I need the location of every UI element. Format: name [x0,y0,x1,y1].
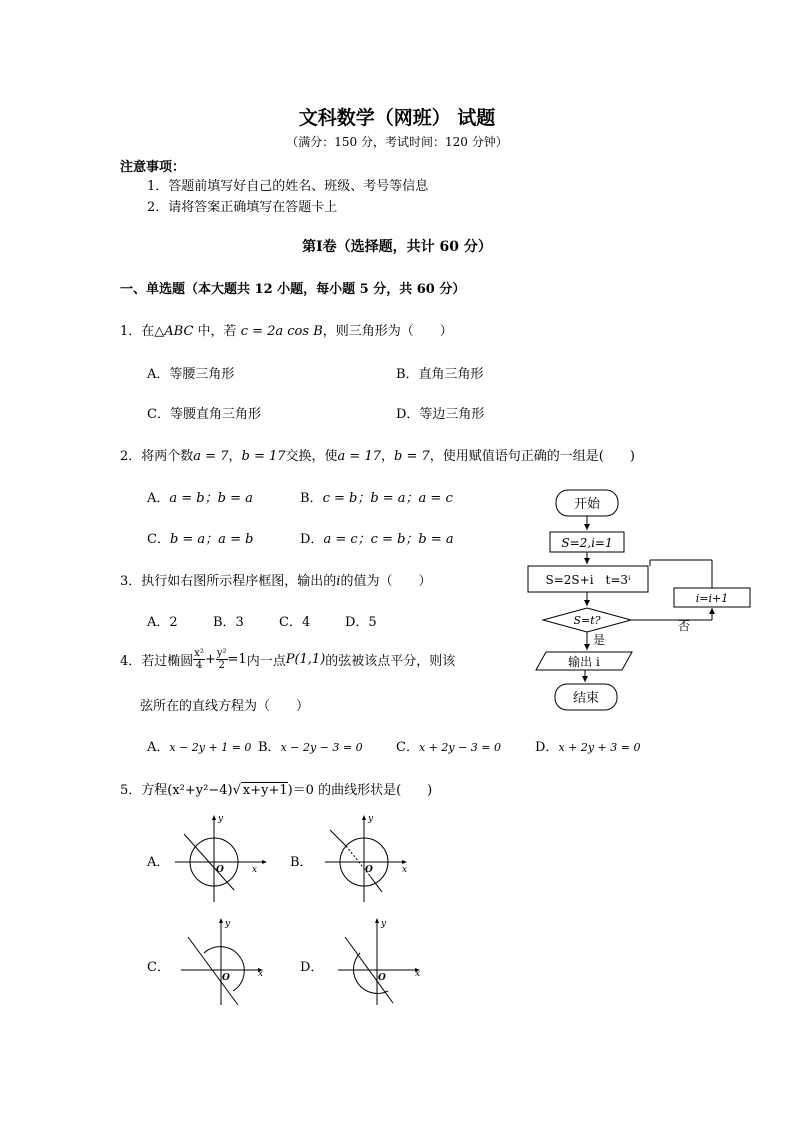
y-label: y [218,814,224,824]
q5-option-a-label[interactable]: A． [147,855,170,870]
q2-a-eq: a = 7 [193,449,229,464]
q2-option-b-label: B． [300,491,323,506]
q1-prefix: 1．在 [120,324,155,339]
q1-option-a[interactable]: A．等腰三角形 [147,367,235,382]
flow-yes-label: 是 [593,633,606,647]
q1-stem [120,320,453,339]
q4-f1-den: 4 [195,660,203,671]
flowchart [520,480,760,720]
q4-f2-den: 2 [218,660,225,671]
q2-option-a[interactable] [147,487,253,506]
origin-label: O [365,865,373,875]
q5-option-b-label[interactable]: B． [290,855,313,870]
q4-eq1: =1 [227,652,247,667]
flow-process-label: S=2S+i t=3ⁱ [545,573,631,587]
q4-fraction-y [216,648,228,671]
y-axis-arrow-icon [212,815,216,820]
q3-stem [120,570,431,589]
q5-stem-a: 5．方程(x²+y²−4) [120,783,233,798]
q2-option-c-label: C． [147,532,170,547]
q1-mid: 中，若 [193,324,241,339]
q1-triangle: △ABC [154,324,194,339]
q3-option-d[interactable]: D．5 [345,615,377,630]
x-label: x [402,865,408,875]
notice-item-1: 1．答题前填写好自己的姓名、班级、考号等信息 [147,179,429,194]
q5-sqrt-body: x+y+1 [242,783,288,798]
flow-increment-label: i=i+1 [695,592,729,605]
page-title: 文科数学（网班） 试题 [298,107,496,129]
q2-option-a-label: A． [147,491,170,506]
y-axis-arrow-icon [375,918,379,923]
q2-sep1: ， [228,449,242,464]
q2-option-b-text: c = b；b = a；a = c [322,491,453,506]
x-axis-arrow-icon [402,860,407,864]
flow-decision-label: S=t? [573,614,601,627]
origin-label: O [378,973,386,983]
section1-title: 一、单选题（本大题共 12 小题，每小题 5 分，共 60 分） [120,282,466,297]
notice-heading: 注意事项： [120,160,186,175]
x-label: x [415,969,421,979]
q4-stem [120,648,455,671]
q2-stem-b: 交换，使 [285,449,338,464]
q3-option-c[interactable]: C．4 [279,615,311,630]
page-subtitle: （满分：150 分，考试时间：120 分钟） [286,135,508,149]
q4-fraction-x [193,648,205,671]
q4-option-d-label: D． [535,740,559,755]
q2-option-b[interactable] [300,487,453,506]
q5-graph-b[interactable] [320,812,420,904]
q4-option-a-text: x − 2y + 1 = 0 [169,741,252,754]
q2-option-c[interactable] [147,528,253,547]
q5-option-d-label[interactable]: D． [300,960,324,975]
q1-option-b[interactable]: B．直角三角形 [396,367,484,382]
q2-b-eq: b = 17 [241,449,286,464]
q4-option-d-text: x + 2y + 3 = 0 [558,741,641,754]
q4-option-c-text: x + 2y − 3 = 0 [418,741,501,754]
y-label: y [381,919,387,929]
q1-option-d[interactable]: D．等边三角形 [396,407,485,422]
line-curve-upper [330,830,346,846]
x-axis-arrow-icon [262,860,267,864]
q4-option-d[interactable] [535,736,640,755]
q2-option-d-text: a = c；c = b；b = a [323,532,454,547]
y-label: y [368,814,374,824]
q5-stem-b: )＝0 的曲线形状是( ) [287,783,433,798]
q1-suffix: ，则三角形为（ ） [322,324,453,339]
q2-a2: a = 17 [337,449,381,464]
q2-option-a-text: a = b；b = a [169,491,253,506]
q4-option-c[interactable] [396,736,501,755]
origin-label: O [222,973,230,983]
flow-start-label: 开始 [573,497,601,512]
q4-stem-c: 的弦被该点平分，则该 [325,654,456,669]
q2-option-d[interactable] [300,528,454,547]
q5-option-c-label[interactable]: C． [147,960,170,975]
q3-option-a[interactable]: A．2 [147,615,178,630]
x-label: x [258,969,264,979]
notice-item-2: 2．请将答案正确填写在答题卡上 [147,200,338,215]
q2-stem-a: 2．将两个数 [120,449,194,464]
q4-stem-a: 4．若过椭圆 [120,654,194,669]
line-curve-lower [370,876,382,892]
q4-option-a-label: A． [147,740,170,755]
part1-title: 第Ⅰ卷（选择题，共计 60 分） [302,239,492,255]
flow-no-label: 否 [678,619,691,633]
q5-sqrt: √ x+y+1 [232,783,288,798]
q4-f1-num: x² [194,648,204,659]
circle-arc-curve [204,947,244,991]
q5-graph-a[interactable] [170,812,270,904]
q5-graph-d[interactable] [333,915,433,1007]
q4-option-b-text: x − 2y − 3 = 0 [280,741,363,754]
q3-option-b[interactable]: B．3 [213,615,244,630]
q3-stem-b: 的值为（ ） [340,574,432,589]
q4-option-b-label: B． [258,740,281,755]
origin-label: O [216,865,224,875]
q4-plus: + [204,652,216,667]
flow-init-label: S=2,i=1 [561,536,613,550]
q1-option-c[interactable]: C．等腰直角三角形 [147,407,261,422]
y-axis-arrow-icon [219,918,223,923]
q3-var: i [336,574,341,589]
q5-stem [120,779,432,798]
y-axis-arrow-icon [362,815,366,820]
flow-end-label: 结束 [572,691,600,706]
q4-stem-b: 内一点 [246,654,286,669]
q2-option-c-text: b = a；a = b [169,532,254,547]
y-label: y [225,919,231,929]
q3-stem-a: 3．执行如右图所示程序框图，输出的 [120,574,337,589]
q2-stem-c: ，使用赋值语句正确的一组是( ) [429,449,635,464]
q4-option-a[interactable] [147,736,251,755]
q5-graph-c[interactable] [176,915,276,1007]
q4-option-b[interactable] [258,736,363,755]
q2-stem [120,445,635,464]
q4-stem-line2: 弦所在的直线方程为（ ） [140,699,310,714]
q2-option-d-label: D． [300,532,324,547]
flow-output-label: 输出 i [568,655,600,669]
q4-option-c-label: C． [396,740,419,755]
q2-b2: b = 7 [394,449,430,464]
x-label: x [252,865,258,875]
q2-sep2: ， [380,449,394,464]
q4-f2-num: y² [216,648,227,659]
q4-point: P(1,1) [285,652,326,667]
q1-expr: c = 2a cos B [240,324,323,339]
